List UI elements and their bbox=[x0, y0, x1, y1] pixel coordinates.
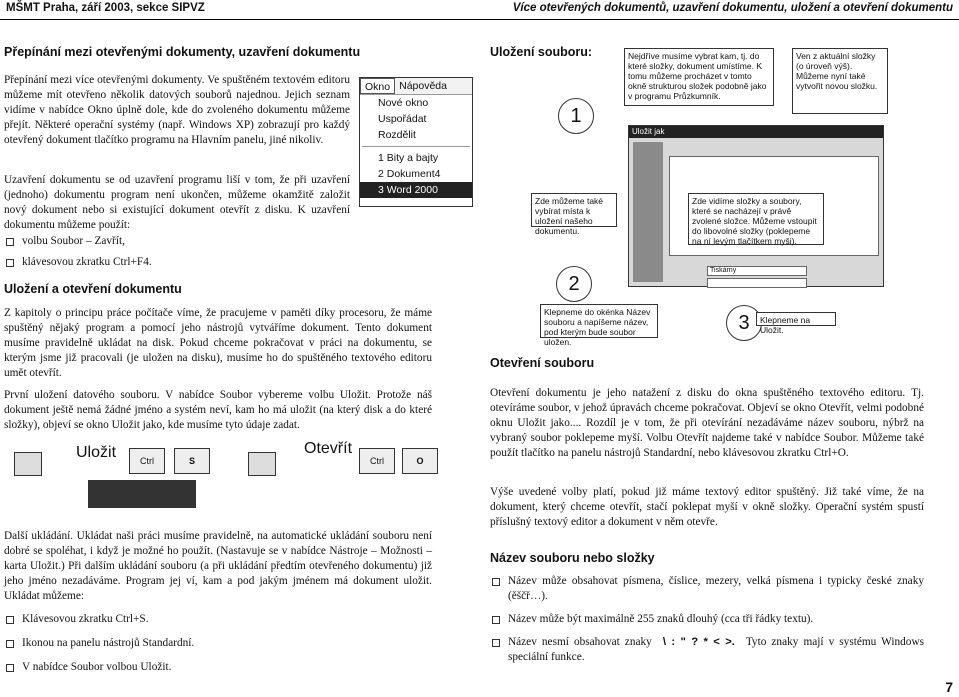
ctrl-key: Ctrl bbox=[129, 448, 165, 474]
section-title-save-open: Uložení a otevření dokumentu bbox=[4, 282, 182, 296]
file-menu-thumbnail bbox=[88, 480, 196, 508]
header-rule bbox=[0, 19, 959, 20]
paragraph-intro: Z kapitoly o principu práce počítače víme, že pracujeme v paměti díky procesoru, že máme spuštěný nějaký program a pomocí jeho nástrojů vytváříme dokument. Tento dokument musíme pravidelně ukládat na disk. Pokud chceme pokračovat v práci na dokumentu, se kterým jsme již pracovali (je uložen na disku), musíme ho do spuštěného textového editoru umět otevřít. bbox=[4, 307, 432, 379]
save-label: Uložit bbox=[76, 444, 117, 461]
filetype-field[interactable] bbox=[707, 278, 807, 288]
menu-item-new-window[interactable]: Nové okno bbox=[378, 97, 429, 109]
step-number-1: 1 bbox=[558, 98, 594, 134]
menu-item-doc-2[interactable]: 2 Dokument4 bbox=[378, 168, 441, 180]
ctrl-key: Ctrl bbox=[359, 448, 395, 474]
filename-title: Název souboru nebo složky bbox=[490, 551, 655, 565]
places-bar bbox=[633, 142, 663, 282]
callout-up-folder: Ven z aktuální složky (o úroveň výš). Můžeme nyní také vytvořit novou složku. bbox=[792, 48, 888, 114]
paragraph-switching: Přepínání mezi více otevřenými dokumenty. Ve spuštěném textovém editoru můžeme mít otevřeno několik datových souborů najednou. Jejich seznam vidíme v nabídce Okno úplně dole, kde do zvoleného dokumentu můžeme přejít. Některé operační systémy (např. Windows XP) zobrazují pro každý otevřený dokument tlačítko programu na Hlavním panelu, jiné nikoliv. bbox=[4, 74, 350, 146]
computer-icon bbox=[14, 452, 42, 476]
list-item: Klávesovou zkratku Ctrl+S. bbox=[4, 612, 432, 627]
paragraph-open-note: Výše uvedené volby platí, pokud již máme textový editor spuštěný. Již také víme, že na dokument, který chceme otevřít, stačí poklepat myší v okně složky. Operační systém spustí příslušný textový editor a dokument v něm otevře. bbox=[490, 486, 924, 528]
header-left: MŠMT Praha, září 2003, sekce SIPVZ bbox=[6, 2, 205, 14]
list-item: V nabídce Soubor volbou Uložit. bbox=[4, 660, 432, 675]
rule-text: Název nesmí obsahovat znaky bbox=[508, 636, 652, 648]
open-title: Otevření souboru bbox=[490, 356, 595, 370]
list-item: Název může obsahovat písmena, číslice, mezery, velká písmena i typicky české znaky (ěščř…). bbox=[490, 574, 924, 604]
paragraph-first-save: První uložení datového souboru. V nabídce Soubor vybereme volbu Uložit. Protože náš dokument ještě nemá žádné jméno a systém neví, kam ho má uložit (na který disk a do které složky), objeví se okno Uložit jako, kde musíme tyto údaje zadat. bbox=[4, 389, 432, 431]
list-item: klávesovou zkratku Ctrl+F4. bbox=[4, 255, 350, 270]
forbidden-chars: \ : " ? * < >. bbox=[662, 636, 735, 648]
s-key: S bbox=[174, 448, 210, 474]
paragraph-closing: Uzavření dokumentu se od uzavření programu liší v tom, že při uzavření (jednoho) dokumentu program není ukončen, můžeme okamžitě založit nový dokument nebo si existující dokument otevřít z disku. K uzavření dokumentu můžeme použít: bbox=[4, 174, 350, 231]
computer-icon bbox=[248, 452, 276, 476]
close-options-list bbox=[4, 234, 350, 270]
page-number: 7 bbox=[945, 679, 953, 695]
menu-item-doc-1[interactable]: 1 Bity a bajty bbox=[378, 152, 439, 164]
list-item: Název může být maximálně 255 znaků dlouhý (cca tři řádky textu). bbox=[490, 612, 924, 627]
open-label: Otevřít bbox=[304, 440, 353, 457]
paragraph-opening: Otevření dokumentu je jeho natažení z disku do okna spuštěného textového editoru. Tj. otevíráme soubor, v jehož úpravách chceme pokračovat. Objeví se okno Otevřít, velmi podobné oknu Uložit jako.... Rozdíl je v tom, že při otevírání nezadáváme název souboru, nýbrž na vybraný soubor poklepeme myší. Volbu Otevřít najdeme také v nabídce Soubor. Můžeme také použít tlačítko na panelu nástrojů Standardní, nebo klávesovou zkratku Ctrl+O. bbox=[490, 387, 924, 459]
menu-separator bbox=[362, 146, 470, 147]
callout-save: Klepneme na Uložit. bbox=[756, 312, 836, 326]
page-header bbox=[0, 0, 959, 22]
header-right: Více otevřených dokumentů, uzavření dokumentu, uložení a otevření dokumentu bbox=[512, 2, 953, 14]
filename-rules-list bbox=[490, 574, 924, 665]
save-title: Uložení souboru: bbox=[490, 45, 593, 59]
filename-field[interactable]: Tiskárny bbox=[707, 266, 807, 276]
save-options-list bbox=[4, 612, 432, 675]
menu-item-doc-3[interactable]: 3 Word 2000 bbox=[360, 182, 472, 198]
step-number-3: 3 bbox=[726, 305, 762, 341]
dialog-title: Uložit jak bbox=[629, 126, 883, 138]
menu-item-arrange[interactable]: Uspořádat bbox=[378, 113, 427, 125]
menu-napoveda[interactable]: Nápověda bbox=[399, 80, 447, 92]
menu-okno[interactable]: Okno bbox=[360, 78, 395, 94]
callout-choose-folder: Nejdříve musíme vybrat kam, tj. do které složky, dokument umístíme. K tomu můžeme procházet v tomto okně strukturou složek podobně jako v programu Průzkumník. bbox=[624, 48, 774, 106]
callout-file-list: Zde vidíme složky a soubory, které se nacházejí v právě zvolené složce. Můžeme vstoupit do libovolné složky (poklepeme na ní levým tlačítkem myši). bbox=[688, 193, 824, 245]
rule-text-end: Tyto znaky mají v systému Windows speciální funkce. bbox=[508, 636, 925, 663]
callout-filename: Klepneme do okénka Název souboru a napíšeme název, pod kterým bude soubor uložen. bbox=[540, 304, 658, 338]
window-menu-illustration bbox=[359, 77, 473, 207]
callout-places: Zde můžeme také vybírat místa k uložení našeho dokumentu. bbox=[531, 193, 617, 227]
step-number-2: 2 bbox=[556, 266, 592, 302]
shortcut-illustration bbox=[4, 440, 444, 515]
list-item: Ikonou na panelu nástrojů Standardní. bbox=[4, 636, 432, 651]
menu-item-split[interactable]: Rozdělit bbox=[378, 129, 416, 141]
list-item: volbu Soubor – Zavřít, bbox=[4, 234, 350, 249]
section-title-switching: Přepínání mezi otevřenými dokumenty, uzavření dokumentu bbox=[4, 45, 361, 59]
paragraph-further-save: Další ukládání. Ukládat naši práci musíme pravidelně, na automatické ukládání souboru není dobré se spoléhat, i když je možné ho použít. (Nastavuje se v nabídce Nástroje – Možnosti – karta Uložit.) Při dalším ukládání souboru (a při ukládání předtím otevřeného dokumentu) již jeho jméno nezadáváme. Program jej ví, kam a pod jakým jménem má dokument uložit. Ukládat můžeme: bbox=[4, 530, 432, 602]
o-key: O bbox=[402, 448, 438, 474]
list-item bbox=[490, 635, 924, 665]
menu-bar bbox=[360, 78, 472, 95]
